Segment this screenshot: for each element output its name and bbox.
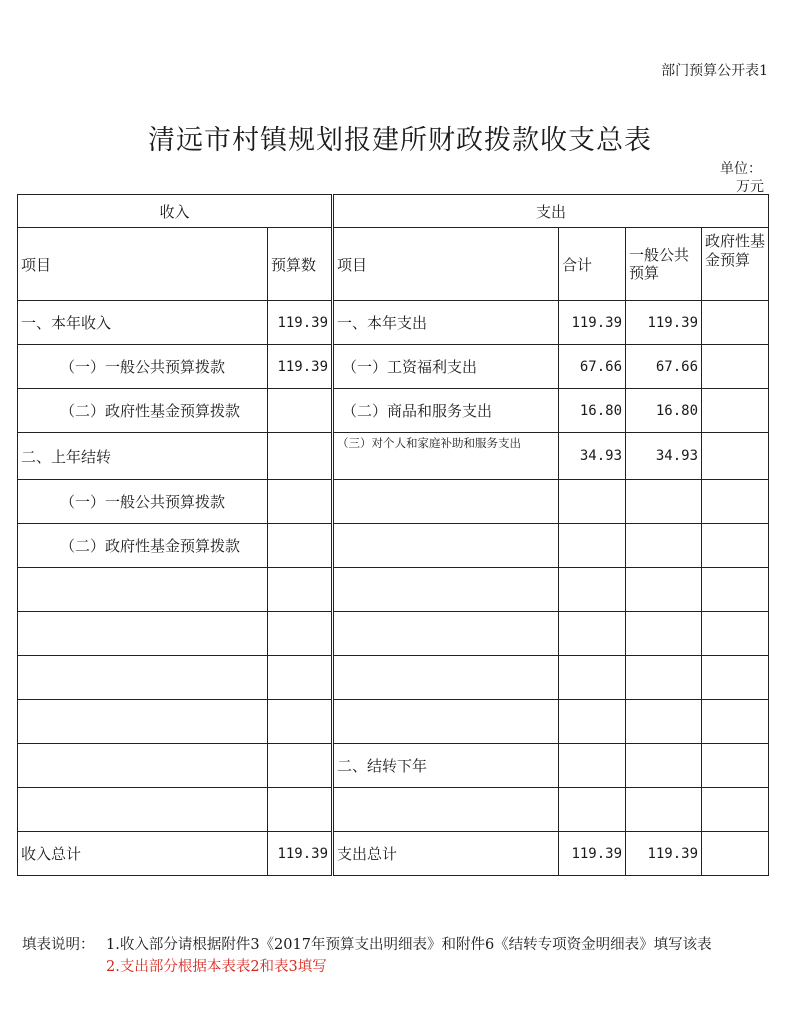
col-header-total: 合计 xyxy=(559,228,626,301)
income-amount: 119.39 xyxy=(268,345,333,389)
income-amount: 119.39 xyxy=(268,301,333,345)
expense-fund-cell xyxy=(702,612,769,656)
income-amount xyxy=(268,568,333,612)
table-row xyxy=(18,345,769,389)
expense-general-cell: 119.39 xyxy=(626,301,702,345)
income-amount xyxy=(268,480,333,524)
form-code: 部门预算公开表1 xyxy=(661,63,768,79)
expense-general-cell xyxy=(626,612,702,656)
expense-general-cell: 34.93 xyxy=(626,433,702,480)
table-row xyxy=(18,389,769,433)
income-item xyxy=(18,568,268,612)
income-amount xyxy=(268,433,333,480)
income-item xyxy=(18,744,268,788)
expense-total-cell: 34.93 xyxy=(559,433,626,480)
expense-fund-cell xyxy=(702,389,769,433)
expense-item xyxy=(333,524,559,568)
table-row xyxy=(18,480,769,524)
expense-total-cell: 67.66 xyxy=(559,345,626,389)
expense-total-cell: 119.39 xyxy=(559,301,626,345)
expense-item: （一）工资福利支出 xyxy=(333,345,559,389)
totals-row xyxy=(18,832,769,876)
income-item xyxy=(18,700,268,744)
expense-total-cell xyxy=(559,656,626,700)
expense-total-cell xyxy=(559,524,626,568)
expense-general-cell: 67.66 xyxy=(626,345,702,389)
table-row xyxy=(18,524,769,568)
expense-total-general: 119.39 xyxy=(626,832,702,876)
table-column-header xyxy=(18,228,769,301)
income-amount xyxy=(268,524,333,568)
income-amount xyxy=(268,389,333,433)
income-item xyxy=(18,612,268,656)
expense-total-label: 支出总计 xyxy=(333,832,559,876)
expense-item xyxy=(333,568,559,612)
expense-total-cell xyxy=(559,744,626,788)
col-header-fund: 政府性基金预算 xyxy=(702,228,769,301)
income-total-amount: 119.39 xyxy=(268,832,333,876)
table-row xyxy=(18,700,769,744)
expense-item: （二）商品和服务支出 xyxy=(333,389,559,433)
expense-fund-cell xyxy=(702,345,769,389)
income-total-label: 收入总计 xyxy=(18,832,268,876)
expense-item xyxy=(333,656,559,700)
notes xyxy=(22,934,712,978)
income-item xyxy=(18,656,268,700)
table-row xyxy=(18,788,769,832)
expense-general-cell xyxy=(626,480,702,524)
expense-fund-cell xyxy=(702,700,769,744)
income-amount xyxy=(268,700,333,744)
expense-item: 一、本年支出 xyxy=(333,301,559,345)
expense-item: （三）对个人和家庭补助和服务支出 xyxy=(333,433,559,480)
expense-fund-cell xyxy=(702,480,769,524)
col-header-expense-item: 项目 xyxy=(333,228,559,301)
income-item: （一）一般公共预算拨款 xyxy=(18,480,268,524)
expense-item: 二、结转下年 xyxy=(333,744,559,788)
table-section-header xyxy=(18,195,769,228)
expense-general-cell xyxy=(626,524,702,568)
income-amount xyxy=(268,612,333,656)
col-header-general: 一般公共预算 xyxy=(626,228,702,301)
expense-total: 119.39 xyxy=(559,832,626,876)
income-amount xyxy=(268,788,333,832)
expense-fund-cell xyxy=(702,568,769,612)
income-item: 二、上年结转 xyxy=(18,433,268,480)
income-item: （一）一般公共预算拨款 xyxy=(18,345,268,389)
income-item: （二）政府性基金预算拨款 xyxy=(18,389,268,433)
expense-fund-cell xyxy=(702,788,769,832)
expense-total-cell xyxy=(559,700,626,744)
expense-total-cell xyxy=(559,788,626,832)
col-header-income-item: 项目 xyxy=(18,228,268,301)
income-item: （二）政府性基金预算拨款 xyxy=(18,524,268,568)
expense-fund-cell xyxy=(702,524,769,568)
income-amount xyxy=(268,744,333,788)
expense-general-cell xyxy=(626,568,702,612)
expense-general-cell xyxy=(626,788,702,832)
expense-item xyxy=(333,788,559,832)
page-title: 清远市村镇规划报建所财政拨款收支总表 xyxy=(148,125,652,156)
expense-fund-cell xyxy=(702,744,769,788)
table-row xyxy=(18,568,769,612)
unit-label: 单位： xyxy=(720,161,762,177)
income-header: 收入 xyxy=(18,195,333,228)
table-row xyxy=(18,301,769,345)
col-header-budget: 预算数 xyxy=(268,228,333,301)
expense-general-cell xyxy=(626,744,702,788)
table-row xyxy=(18,744,769,788)
expense-item xyxy=(333,480,559,524)
unit-value: 万元 xyxy=(736,179,764,195)
expense-general-cell xyxy=(626,700,702,744)
expense-item xyxy=(333,700,559,744)
income-item: 一、本年收入 xyxy=(18,301,268,345)
expense-total-fund xyxy=(702,832,769,876)
expense-total-cell xyxy=(559,568,626,612)
expense-item xyxy=(333,612,559,656)
table-body xyxy=(18,301,769,832)
income-amount xyxy=(268,656,333,700)
note-line-2: 2.支出部分根据本表表2和表3填写 xyxy=(106,959,327,975)
table-row xyxy=(18,612,769,656)
budget-table xyxy=(17,194,769,876)
expense-fund-cell xyxy=(702,433,769,480)
notes-label: 填表说明： xyxy=(22,937,95,953)
expense-general-cell: 16.80 xyxy=(626,389,702,433)
expense-header: 支出 xyxy=(333,195,769,228)
note-line-1: 1.收入部分请根据附件3《2017年预算支出明细表》和附件6《结转专项资金明细表》填写该表 xyxy=(106,937,712,953)
table-row xyxy=(18,433,769,480)
income-item xyxy=(18,788,268,832)
table-row xyxy=(18,656,769,700)
expense-total-cell xyxy=(559,480,626,524)
expense-total-cell xyxy=(559,612,626,656)
expense-general-cell xyxy=(626,656,702,700)
expense-total-cell: 16.80 xyxy=(559,389,626,433)
expense-fund-cell xyxy=(702,656,769,700)
expense-fund-cell xyxy=(702,301,769,345)
